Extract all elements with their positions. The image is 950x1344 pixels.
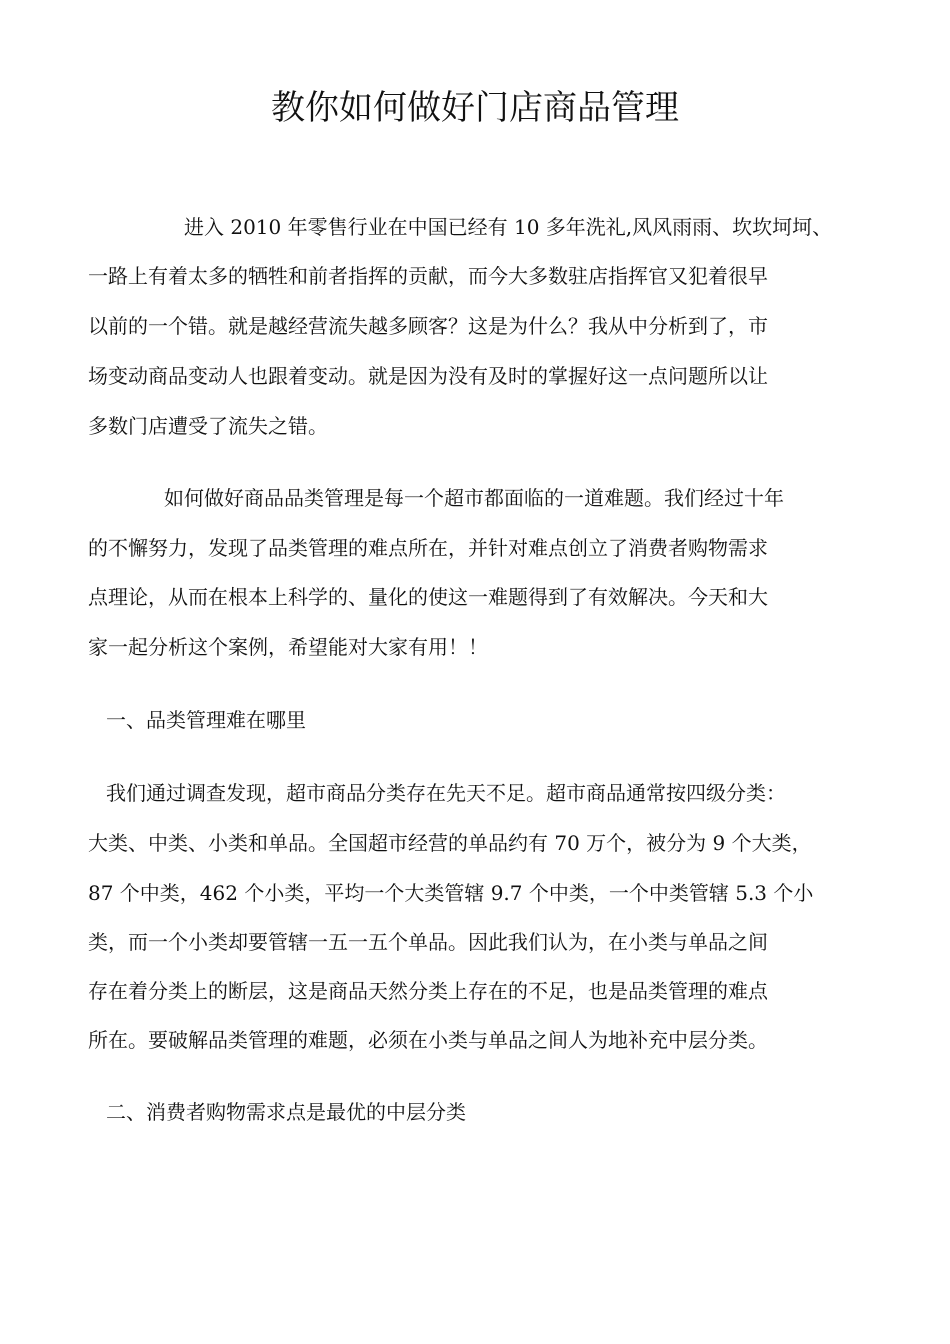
paragraph-3-line-3: 87 个中类，462 个小类，平均一个大类管辖 9.7 个中类，一个中类管辖 5.3 个小: [88, 881, 814, 905]
paragraph-1-line-4: 场变动商品变动人也跟着变动。就是因为没有及时的掌握好这一点问题所以让: [88, 364, 768, 388]
paragraph-3-line-5: 存在着分类上的断层，这是商品天然分类上存在的不足，也是品类管理的难点: [88, 979, 768, 1003]
paragraph-2-line-1: 如何做好商品品类管理是每一个超市都面临的一道难题。我们经过十年: [164, 486, 784, 510]
section-heading-2: 二、消费者购物需求点是最优的中层分类: [106, 1100, 466, 1124]
document-title: 教你如何做好门店商品管理: [271, 88, 679, 128]
paragraph-2-line-3: 点理论，从而在根本上科学的、量化的使这一难题得到了有效解决。今天和大: [88, 585, 768, 609]
section-heading-1: 一、品类管理难在哪里: [106, 708, 306, 732]
paragraph-3-line-2: 大类、中类、小类和单品。全国超市经营的单品约有 70 万个，被分为 9 个大类，: [88, 831, 812, 855]
paragraph-1-line-5: 多数门店遭受了流失之错。: [88, 414, 328, 438]
paragraph-1-line-3: 以前的一个错。就是越经营流失越多顾客？这是为什么？我从中分析到了，市: [88, 314, 768, 338]
paragraph-3-line-6: 所在。要破解品类管理的难题，必须在小类与单品之间人为地补充中层分类。: [88, 1028, 768, 1052]
paragraph-2-line-4: 家一起分析这个案例，希望能对大家有用！！: [88, 635, 488, 659]
paragraph-1-line-2: 一路上有着太多的牺牲和前者指挥的贡献，而今大多数驻店指挥官又犯着很早: [88, 264, 768, 288]
paragraph-3-line-4: 类，而一个小类却要管辖一五一五个单品。因此我们认为，在小类与单品之间: [88, 930, 768, 954]
paragraph-2-line-2: 的不懈努力，发现了品类管理的难点所在，并针对难点创立了消费者购物需求: [88, 536, 768, 560]
paragraph-1-line-1: 进入 2010 年零售行业在中国已经有 10 多年洗礼,风风雨雨、坎坎坷坷、: [184, 215, 833, 239]
paragraph-3-line-1: 我们通过调查发现，超市商品分类存在先天不足。超市商品通常按四级分类：: [106, 781, 786, 805]
